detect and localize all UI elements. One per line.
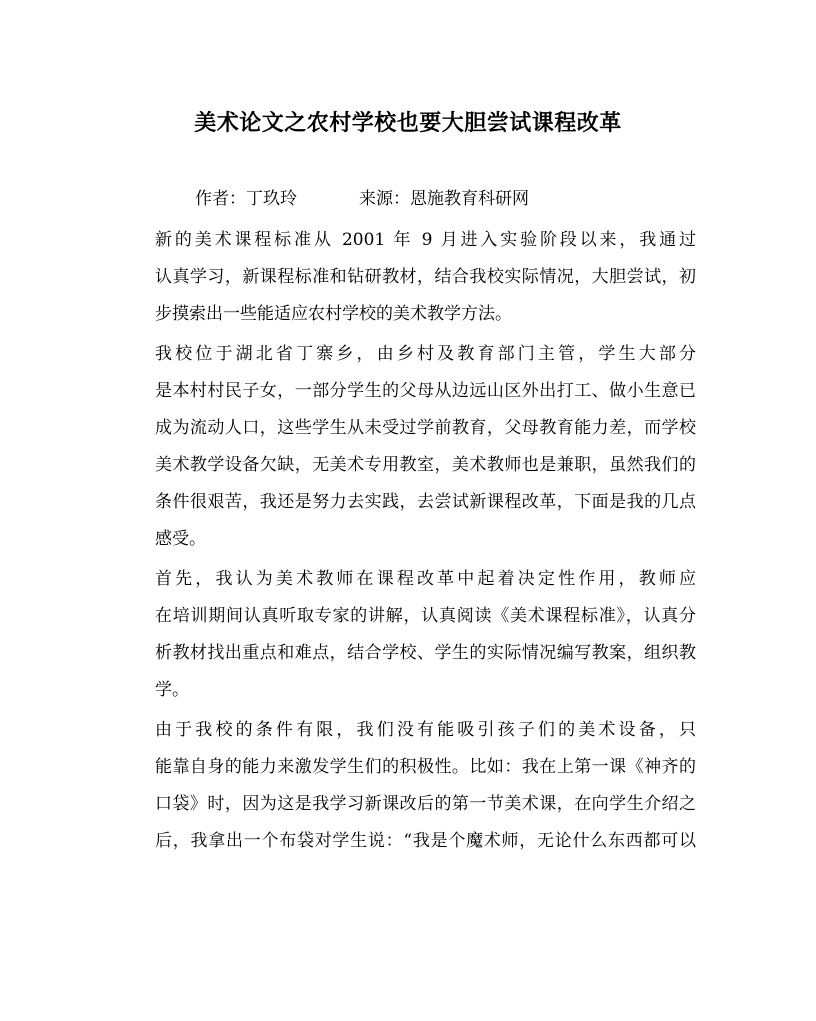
paragraph-line: 能靠自身的能力来激发学生们的积极性。比如：我在上第一课《神齐的 [155,757,696,777]
paragraph-line: 步摸索出一些能适应农村学校的美术教学方法。 [155,304,512,324]
paragraph-line: 是本村村民子女，一部分学生的父母从边远山区外出打工、做小生意已 [155,381,696,401]
author-label: 作者：丁玖玲 [195,189,297,209]
paragraph-line: 美术教学设备欠缺，无美术专用教室，美术教师也是兼职，虽然我们的 [155,455,696,475]
paragraph [121,712,696,860]
paragraph-line: 认真学习，新课程标准和钻研教材，结合我校实际情况，大胆尝试，初 [155,267,696,287]
paragraph-line: 首先，我认为美术教师在课程改革中起着决定性作用，教师应 [155,569,696,589]
paragraph-line: 后，我拿出一个布袋对学生说：“我是个魔术师，无论什么东西都可以 [155,831,696,851]
document-title: 美术论文之农村学校也要大胆尝试课程改革 [194,110,622,136]
paragraph-line: 条件很艰苦，我还是努力去实践，去尝试新课程改革，下面是我的几点 [155,492,696,512]
paragraph-line: 成为流动人口，这些学生从未受过学前教育，父母教育能力差，而学校 [155,418,696,438]
paragraph-line: 学。 [155,680,189,700]
byline [195,184,529,209]
paragraph-line: 我校位于湖北省丁寨乡，由乡村及教育部门主管，学生大部分 [155,344,696,364]
paragraph [121,336,696,558]
paragraph-line: 由于我校的条件有限，我们没有能吸引孩子们的美术设备，只 [155,720,696,740]
paragraph [121,222,696,333]
source-label: 来源：恩施教育科研网 [359,189,529,209]
paragraph-line: 在培训期间认真听取专家的讲解，认真阅读《美术课程标准》，认真分 [155,606,696,626]
paragraph-line: 感受。 [155,529,206,549]
paragraph-line: 新的美术课程标准从 2001 年 9 月进入实验阶段以来，我通过 [155,230,696,250]
document-body [121,222,696,860]
paragraph [121,561,696,709]
paragraph-line: 析教材找出重点和难点，结合学校、学生的实际情况编写教案，组织教 [155,643,696,663]
paragraph-line: 口袋》时，因为这是我学习新课改后的第一节美术课，在向学生介绍之 [155,794,696,814]
